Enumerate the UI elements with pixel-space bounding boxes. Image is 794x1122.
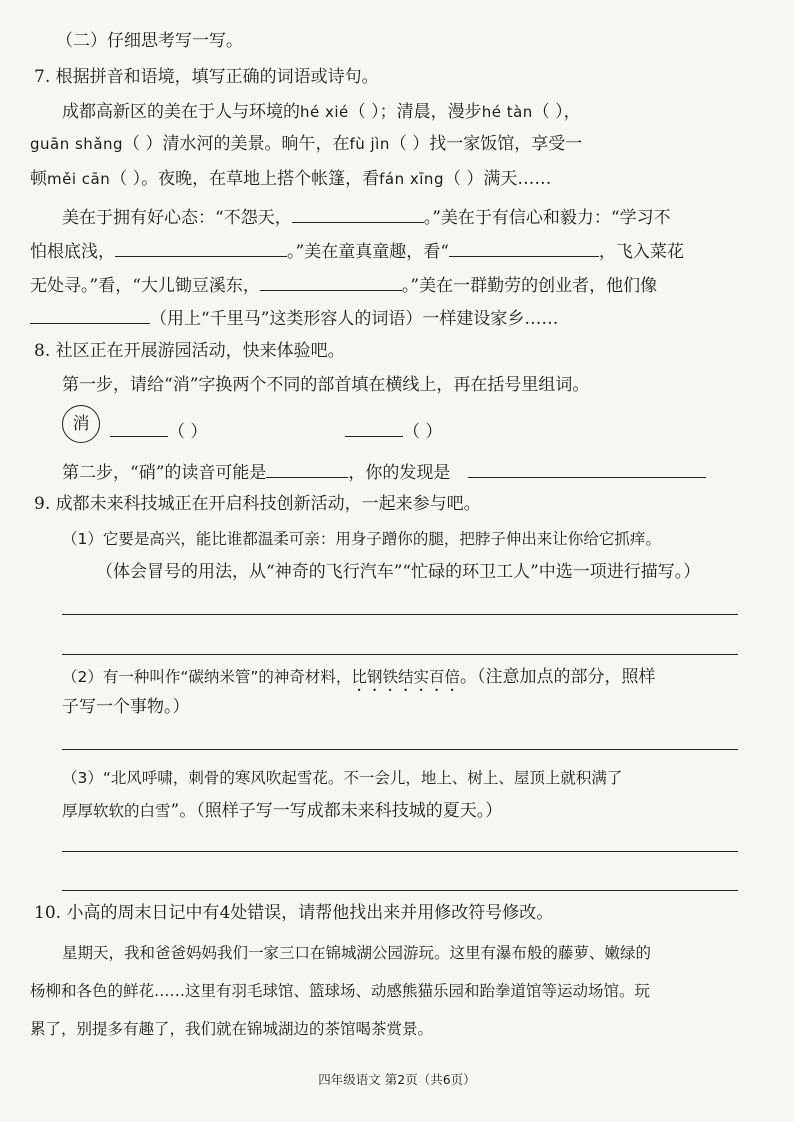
q9-s1-line2: （体会冒号的用法，从“神奇的飞行汽车”“忙碌的环卫工人”中选一项进行描写。） bbox=[96, 562, 701, 582]
q9-s2-line1 bbox=[62, 666, 655, 695]
answer-blank[interactable] bbox=[266, 461, 348, 478]
text: （ ）。夜晚，在草地上搭个帐篷，看 bbox=[110, 169, 380, 189]
answer-blank[interactable] bbox=[449, 240, 599, 257]
writing-line[interactable] bbox=[62, 654, 738, 655]
answer-blank[interactable] bbox=[115, 240, 287, 257]
radical-blank[interactable] bbox=[345, 420, 403, 437]
text: ，你的发现是 bbox=[348, 463, 451, 483]
q8-title: 8. 社区正在开展游园活动，快来体验吧。 bbox=[34, 341, 345, 361]
text: （ ）；清晨，漫步 bbox=[348, 102, 482, 122]
word-paren[interactable]: （ ） bbox=[168, 422, 208, 442]
pinyin: guān shǎng bbox=[30, 135, 124, 153]
q7-p2-line1 bbox=[62, 206, 671, 229]
text: ”。（照样子写一写成都未来科技城的夏天。） bbox=[170, 801, 503, 821]
page-footer: 四年级语文 第2页（共6页） bbox=[318, 1072, 476, 1087]
pinyin: hé xié bbox=[300, 103, 349, 121]
q10-diary-line2: 杨柳和各色的鲜花……这里有羽毛球馆、篮球场、动感熊猫乐园和跆拳道馆等运动场馆。玩 bbox=[30, 982, 651, 1000]
pinyin: fù jìn bbox=[349, 135, 390, 153]
text: 厚厚软软的白雪 bbox=[62, 802, 171, 820]
text: （ ）清水河的美景。晌午，在 bbox=[123, 134, 350, 154]
radical-blank[interactable] bbox=[110, 420, 168, 437]
q8-step1: 第一步，请给“消”字换两个不同的部首填在横线上，再在括号里组词。 bbox=[62, 375, 590, 395]
circled-character: 消 bbox=[62, 405, 100, 443]
answer-blank[interactable] bbox=[468, 461, 706, 478]
emphasized-text: 比钢铁结实百倍 bbox=[351, 668, 460, 686]
q10-diary-line1: 星期天，我和爸爸妈妈我们一家三口在锦城湖公园游玩。这里有瀑布般的藤萝、嫩绿的 bbox=[62, 944, 652, 962]
section-heading: （二）仔细思考写一写。 bbox=[56, 31, 243, 51]
text: 。”美在于有信心和毅力：“学习不 bbox=[423, 208, 671, 228]
writing-line[interactable] bbox=[62, 851, 738, 852]
q7-p1-line2 bbox=[30, 133, 582, 155]
text: 。”美在童真童趣，看“ bbox=[287, 242, 449, 262]
writing-line[interactable] bbox=[62, 749, 738, 750]
q8-blank-group-2 bbox=[345, 420, 442, 443]
text: （用上“千里马”这类形容人的词语）一样建设家乡…… bbox=[150, 309, 559, 329]
answer-blank[interactable] bbox=[30, 307, 150, 324]
text: 无处寻。”看，“大儿锄豆溪东， bbox=[30, 276, 260, 296]
writing-line[interactable] bbox=[62, 614, 738, 615]
text: （2）有一种叫作“碳纳米管”的神奇材料， bbox=[62, 668, 352, 686]
text: 第二步，“硝”的读音可能是 bbox=[62, 463, 267, 483]
q7-p2-line4 bbox=[30, 307, 558, 330]
q8-step2 bbox=[62, 461, 706, 484]
q7-p2-line3 bbox=[30, 274, 657, 297]
text: 。（注意加点的部分，照样 bbox=[459, 667, 656, 687]
q9-s3-line1: （3）“北风呼啸，刺骨的寒风吹起雪花。不一会儿，地上、树上、屋顶上就积满了 bbox=[62, 769, 623, 787]
q8-blank-group-1 bbox=[110, 420, 207, 443]
q9-s2-line2: 子写一个事物。） bbox=[62, 697, 190, 717]
q7-p2-line2 bbox=[30, 240, 684, 263]
q9-title: 9. 成都未来科技城正在开启科技创新活动，一起来参与吧。 bbox=[34, 494, 481, 514]
text: （ ）， bbox=[532, 102, 581, 122]
q10-title: 10. 小高的周末日记中有4处错误，请帮他找出来并用修改符号修改。 bbox=[34, 903, 554, 923]
q7-p1-line1 bbox=[62, 101, 581, 123]
text: 美在于拥有好心态：“不怨天， bbox=[62, 208, 292, 228]
text: 顿 bbox=[30, 169, 47, 189]
q9-s3-line2 bbox=[62, 800, 502, 822]
text: 怕根底浅， bbox=[30, 242, 115, 262]
pinyin: fán xīng bbox=[379, 170, 444, 188]
text: 成都高新区的美在于人与环境的 bbox=[62, 102, 300, 122]
q9-s1-line1: （1）它要是高兴，能比谁都温柔可亲：用身子蹭你的腿，把脖子伸出来让你给它抓痒。 bbox=[62, 530, 661, 548]
word-paren[interactable]: （ ） bbox=[403, 422, 443, 442]
writing-line[interactable] bbox=[62, 890, 738, 891]
pinyin: měi cān bbox=[47, 170, 111, 188]
answer-blank[interactable] bbox=[260, 274, 402, 291]
text: ，飞入菜花 bbox=[598, 242, 684, 262]
pinyin: hé tàn bbox=[481, 103, 533, 121]
text: （ ）找一家饭馆，享受一 bbox=[389, 134, 583, 154]
q7-title: 7. 根据拼音和语境，填写正确的词语或诗句。 bbox=[34, 67, 379, 87]
q7-p1-line3 bbox=[30, 168, 551, 190]
q10-diary-line3: 累了，别提多有趣了，我们就在锦城湖边的茶馆喝茶赏景。 bbox=[30, 1020, 434, 1038]
answer-blank[interactable] bbox=[292, 206, 424, 223]
text: （ ）满天…… bbox=[443, 169, 552, 189]
text: 。”美在一群勤劳的创业者，他们像 bbox=[401, 276, 658, 296]
